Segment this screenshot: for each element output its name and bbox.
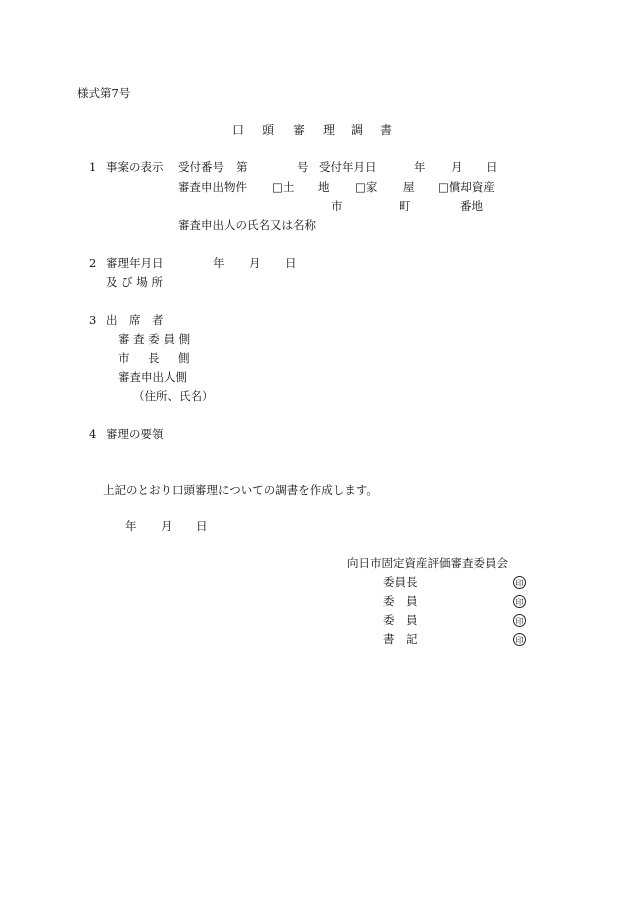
title-char: 理 xyxy=(323,123,336,137)
title-char: 審 xyxy=(293,123,306,137)
receipt-number-label: 受付番号 xyxy=(178,160,224,174)
member-label: 委 員 xyxy=(383,613,418,627)
statement-text: 上記のとおり口頭審理についての調書を作成します。 xyxy=(103,483,378,497)
year-label: 年 xyxy=(125,519,137,533)
section-label: 審理年月日 xyxy=(106,256,164,270)
applicant-side-label: 審査申出人側 xyxy=(118,370,187,384)
section-label: 審理の要領 xyxy=(106,427,164,441)
section-number: 4 xyxy=(89,427,97,441)
house-checkbox-label: □家 xyxy=(355,180,378,194)
title-char: 頭 xyxy=(262,123,275,137)
year-label: 年 xyxy=(213,256,225,270)
year-label: 年 xyxy=(414,160,426,174)
city-label: 市 xyxy=(331,199,343,213)
mayor-side-shi: 市 xyxy=(118,351,130,365)
dai-label: 第 xyxy=(236,160,248,174)
title-char: 書 xyxy=(380,123,393,137)
address-name-label: （住所、氏名） xyxy=(133,389,214,403)
property-label: 審査申出物件 xyxy=(178,180,247,194)
seal-mark: 印 xyxy=(513,595,526,608)
town-label: 町 xyxy=(399,199,411,213)
go-label: 号 xyxy=(297,160,309,174)
lot-label: 番地 xyxy=(460,199,483,213)
chair-label: 委員長 xyxy=(383,575,418,589)
day-label: 日 xyxy=(196,519,208,533)
depreciable-checkbox-label: □償却資産 xyxy=(438,180,495,194)
land-checkbox-label: □土 xyxy=(272,180,295,194)
month-label: 月 xyxy=(451,160,463,174)
seal-mark: 印 xyxy=(513,633,526,646)
section-number: 2 xyxy=(89,256,97,270)
day-label: 日 xyxy=(285,256,297,270)
title-char: 口 xyxy=(232,123,245,137)
committee-side-label: 審 査 委 員 側 xyxy=(118,332,191,346)
clerk-label: 書 記 xyxy=(383,632,418,646)
member-label: 委 員 xyxy=(383,594,418,608)
month-label: 月 xyxy=(249,256,261,270)
month-label: 月 xyxy=(161,519,173,533)
receipt-date-label: 受付年月日 xyxy=(319,160,377,174)
place-label: 及 び 場 所 xyxy=(106,275,163,289)
seal-mark: 印 xyxy=(513,576,526,589)
mayor-side-cho: 長 xyxy=(148,351,160,365)
section-label: 事案の表示 xyxy=(106,160,164,174)
form-number: 様式第7号 xyxy=(77,86,131,100)
title-char: 調 xyxy=(351,123,364,137)
committee-name: 向日市固定資産評価審査委員会 xyxy=(347,556,508,570)
section-label: 出 席 者 xyxy=(106,313,164,327)
section-number: 1 xyxy=(89,160,97,174)
mayor-side-gawa: 側 xyxy=(178,351,190,365)
house-ya-label: 屋 xyxy=(403,180,415,194)
land-chi-label: 地 xyxy=(318,180,330,194)
applicant-name-label: 審査申出人の氏名又は名称 xyxy=(178,218,316,232)
section-number: 3 xyxy=(89,313,97,327)
seal-mark: 印 xyxy=(513,614,526,627)
day-label: 日 xyxy=(486,160,498,174)
